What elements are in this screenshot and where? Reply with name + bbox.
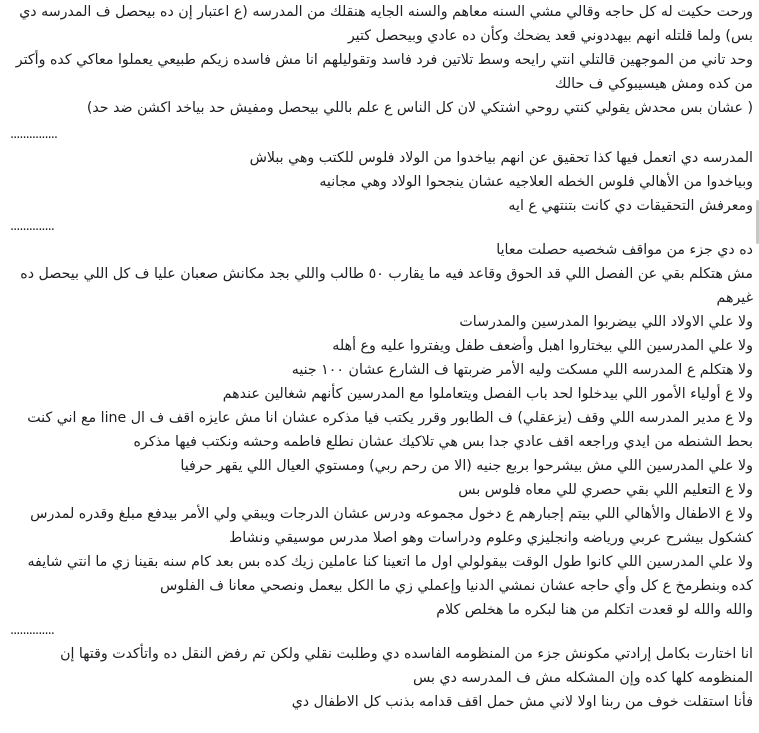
post-paragraph: ولا علي الاولاد اللي بيضربوا المدرسين والمدرسات [459, 314, 753, 330]
post-paragraph: المدرسه دي اتعمل فيها كذا تحقيق عن انهم بياخدوا من الولاد فلوس للكتب وهي ببلاش [249, 150, 753, 166]
post-paragraph: انا اختارت بكامل إرادتي مكونش جزء من المنظومه الفاسده دي وطلبت نقلي ولكن تم رفض النقل ده واتأكدت وقتها إن المنظومه كلها كده وإن المشكله مش ف المدرسه دي بس [60, 646, 753, 686]
post-paragraph: والله والله لو قعدت اتكلم من هنا لبكره ما هخلص كلام [436, 602, 753, 618]
post-paragraph: ولا ع مدير المدرسه اللي وقف (يزعقلي) ف الطابور وقرر يكتب فيا مذكره عشان انا مش عايزه اقف ف ال line مع اني كنت بحط الشنطه من ايدي وراجعه اقف عادي جدا بس هي تلاكيك عشان نطلع فاطمه وحشه ونكتب فيها مذكره [27, 410, 753, 450]
post-paragraph: ده دي جزء من مواقف شخصيه حصلت معايا [496, 242, 753, 258]
post-paragraph: ولا ع أولياء الأمور اللي بيدخلوا لحد باب الفصل ويتعاملوا مع المدرسين كأنهم شغالين عندهم [222, 386, 753, 402]
post-paragraph: ولا علي المدرسين اللي كانوا طول الوقت بيقولولي اول ما اتعينا كنا عاملين زيك كده بس بعد كام سنه بقينا زي ما انتي شايفه كده وبنطرمخ ع كل وأي حاجه عشان نمشي الدنيا وإعملي زي ما الكل بيعمل ونصحي معانا ف الفلوس [27, 554, 753, 594]
post-paragraph: فأنا استقلت خوف من ربنا اولا لاني مش حمل اقف قدامه بذنب كل الاطفال دي [291, 694, 753, 710]
post-paragraph: ولا هتكلم ع المدرسه اللي مسكت وليه الأمر ضربتها ف الشارع عشان ١٠٠ جنيه [291, 362, 753, 378]
post-paragraph: ومعرفش التحقيقات دي كانت بتنتهي ع ايه [508, 198, 753, 214]
post-paragraph: وبياخدوا من الأهالي فلوس الخطه العلاجيه عشان ينجحوا الولاد وهي مجانيه [319, 174, 753, 190]
post-paragraph: ولا ع الاطفال والأهالي اللي بيتم إجبارهم ع دخول مجموعه ودرس عشان الدرجات ويبقي ولي الأمر بيدفع مبلغ وقدره لمدرس كشكول بيشرح عربي ورياضه وانجليزي وعلوم ودراسات وهو اصلا مدرس موسيقي ونشاط [30, 506, 753, 546]
post-paragraph: ولا علي المدرسين اللي بيختاروا اهبل وأضعف طفل ويفتروا عليه وع أهله [332, 338, 753, 354]
post-paragraph: ولا علي المدرسين اللي مش بيشرحوا بربع جنيه (الا من رحم ربي) ومستوي العيال اللي يقهر حرفيا [180, 458, 753, 474]
dotted-separator: .............. [10, 623, 54, 638]
post-paragraph: مش هتكلم بقي عن الفصل اللي قد الحوق وقاعد فيه ما يقارب ٥٠ طالب واللي بجد مكانش صعبان عليا ف كل اللي بيحصل ده غيرهم [20, 266, 753, 306]
post-paragraph: ولا ع التعليم اللي بقي حصري للي معاه فلوس بس [458, 482, 753, 498]
post-paragraph: ( عشان بس محدش يقولي كنتي روحي اشتكي لان كل الناس ع علم باللي بيحصل ومفيش حد بياخد اكشن ضد حد) [86, 100, 753, 116]
post-paragraph: ورحت حكيت له كل حاجه وقالي مشي السنه معاهم والسنه الجايه هنقلك من المدرسه (ع اعتبار إن ده بيحصل ف المدرسه دي بس) ولما قلتله انهم بيهددوني قعد يضحك وكأن ده عادي وبيحصل كتير [19, 4, 753, 44]
dotted-separator: .............. [10, 219, 54, 234]
dotted-separator: ............... [10, 127, 57, 142]
post-paragraph: وحد تاني من الموجهين قالتلي انتي رايحه وسط تلاتين فرد فاسد وتقوليلهم انا مش فاسده زيكم طبيعي يعملوا معاكي كده وأكتر من كده ومش هيسيبوكي ف حالك [15, 52, 753, 92]
